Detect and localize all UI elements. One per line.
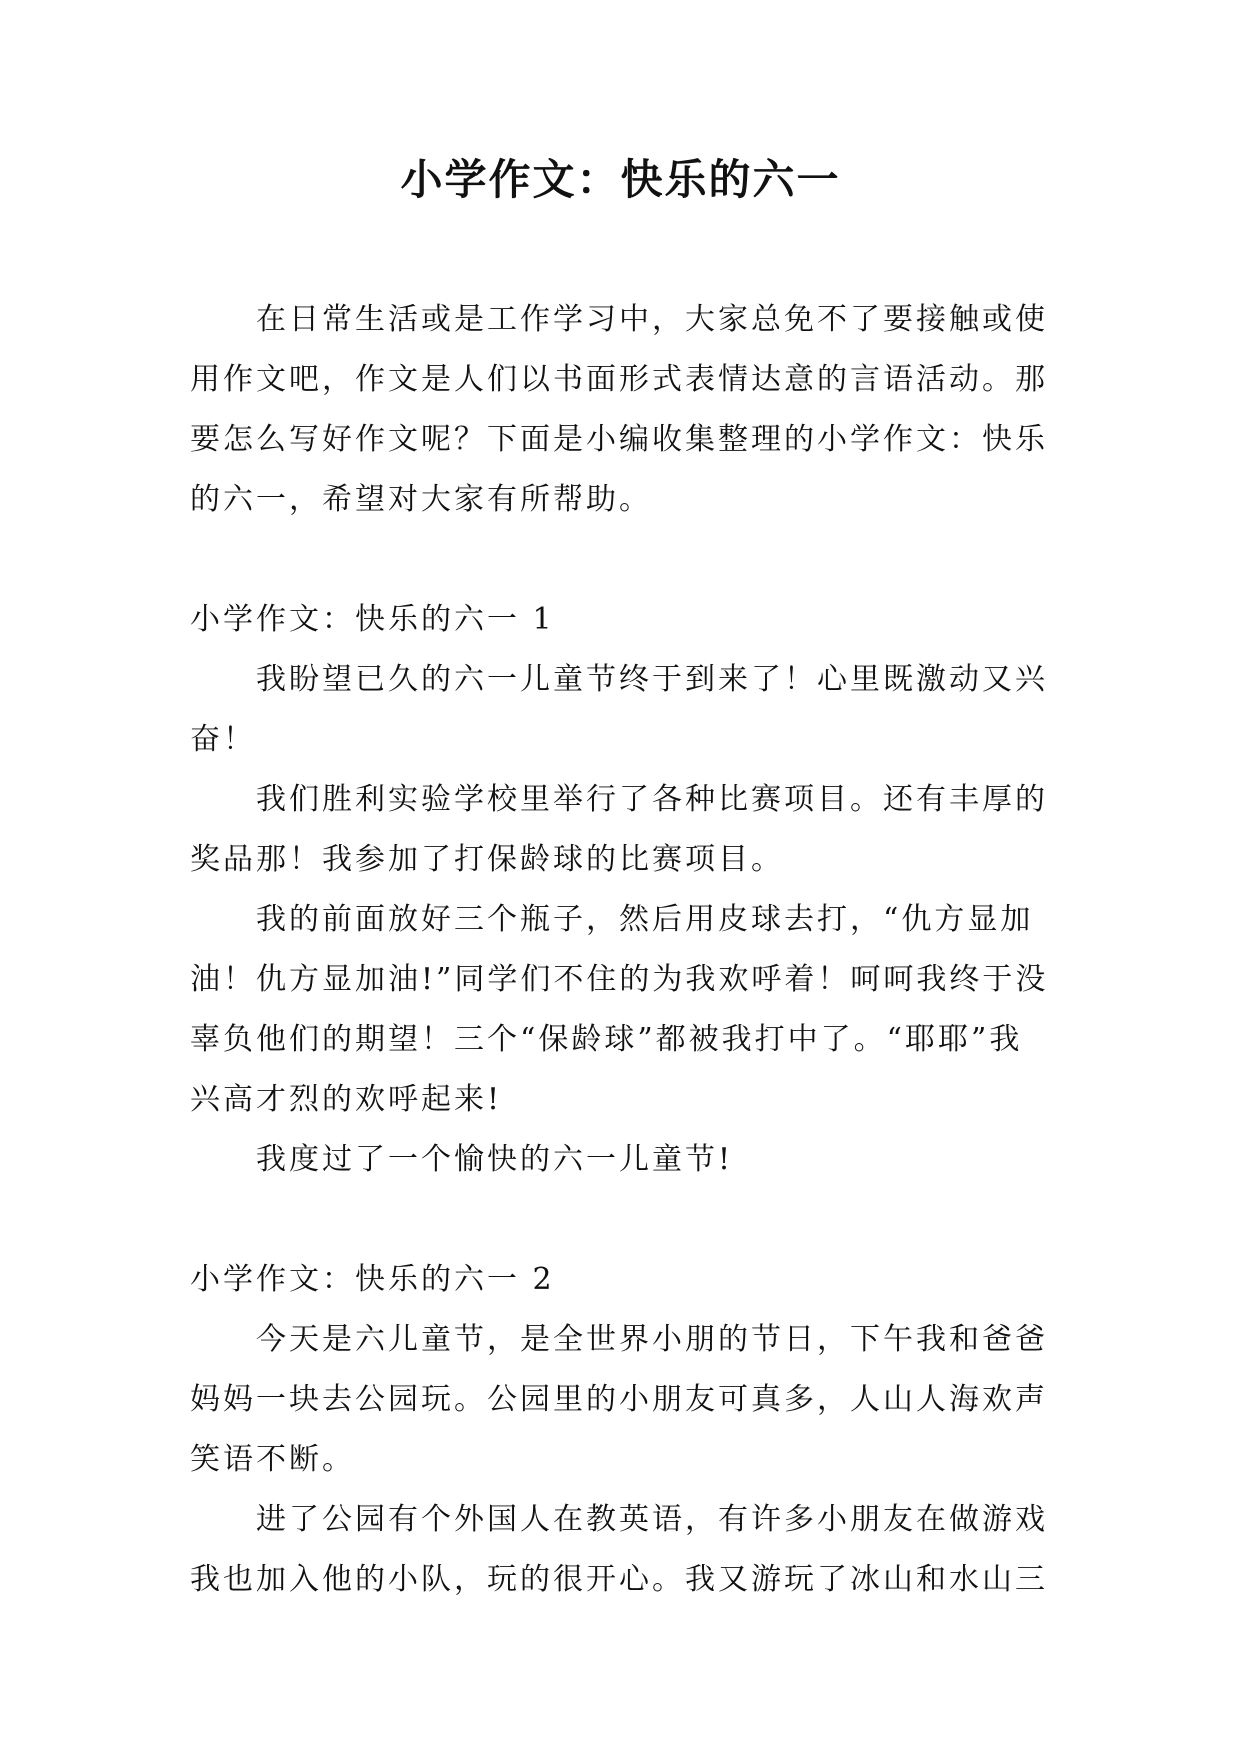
section-spacer (190, 1190, 1050, 1250)
intro-paragraph: 在日常生活或是工作学习中，大家总免不了要接触或使用作文吧，作文是人们以书面形式表情达意的言语活动。那要怎么写好作文呢？下面是小编收集整理的小学作文：快乐的六一，希望对大家有所帮助。 (190, 302, 1048, 517)
section-2-paragraph-1: 今天是六儿童节，是全世界小朋的节日，下午我和爸爸妈妈一块去公园玩。公园里的小朋友可真多，人山人海欢声笑语不断。 (190, 1322, 1048, 1477)
section-heading-1: 小学作文：快乐的六一 1 (190, 602, 555, 637)
section-1-paragraph-1: 我盼望已久的六一儿童节终于到来了！心里既激动又兴奋！ (190, 662, 1048, 757)
document-body (190, 290, 1050, 1610)
section-1-paragraph-4: 我度过了一个愉快的六一儿童节! (256, 1142, 734, 1177)
section-spacer (190, 530, 1050, 590)
section-2-paragraph-2: 进了公园有个外国人在教英语，有许多小朋友在做游戏我也加入他的小队，玩的很开心。我又游玩了冰山和水山三 (190, 1502, 1048, 1597)
section-heading-2: 小学作文：快乐的六一 2 (190, 1262, 555, 1297)
section-1-paragraph-3: 我的前面放好三个瓶子，然后用皮球去打，“仇方显加油！仇方显加油!”同学们不住的为我欢呼着！呵呵我终于没辜负他们的期望！三个“保龄球”都被我打中了。“耶耶”我兴高才烈的欢呼起来! (190, 902, 1049, 1117)
document-title: 小学作文：快乐的六一 (400, 155, 841, 204)
section-1-paragraph-2: 我们胜利实验学校里举行了各种比赛项目。还有丰厚的奖品那！我参加了打保龄球的比赛项目。 (190, 782, 1048, 877)
